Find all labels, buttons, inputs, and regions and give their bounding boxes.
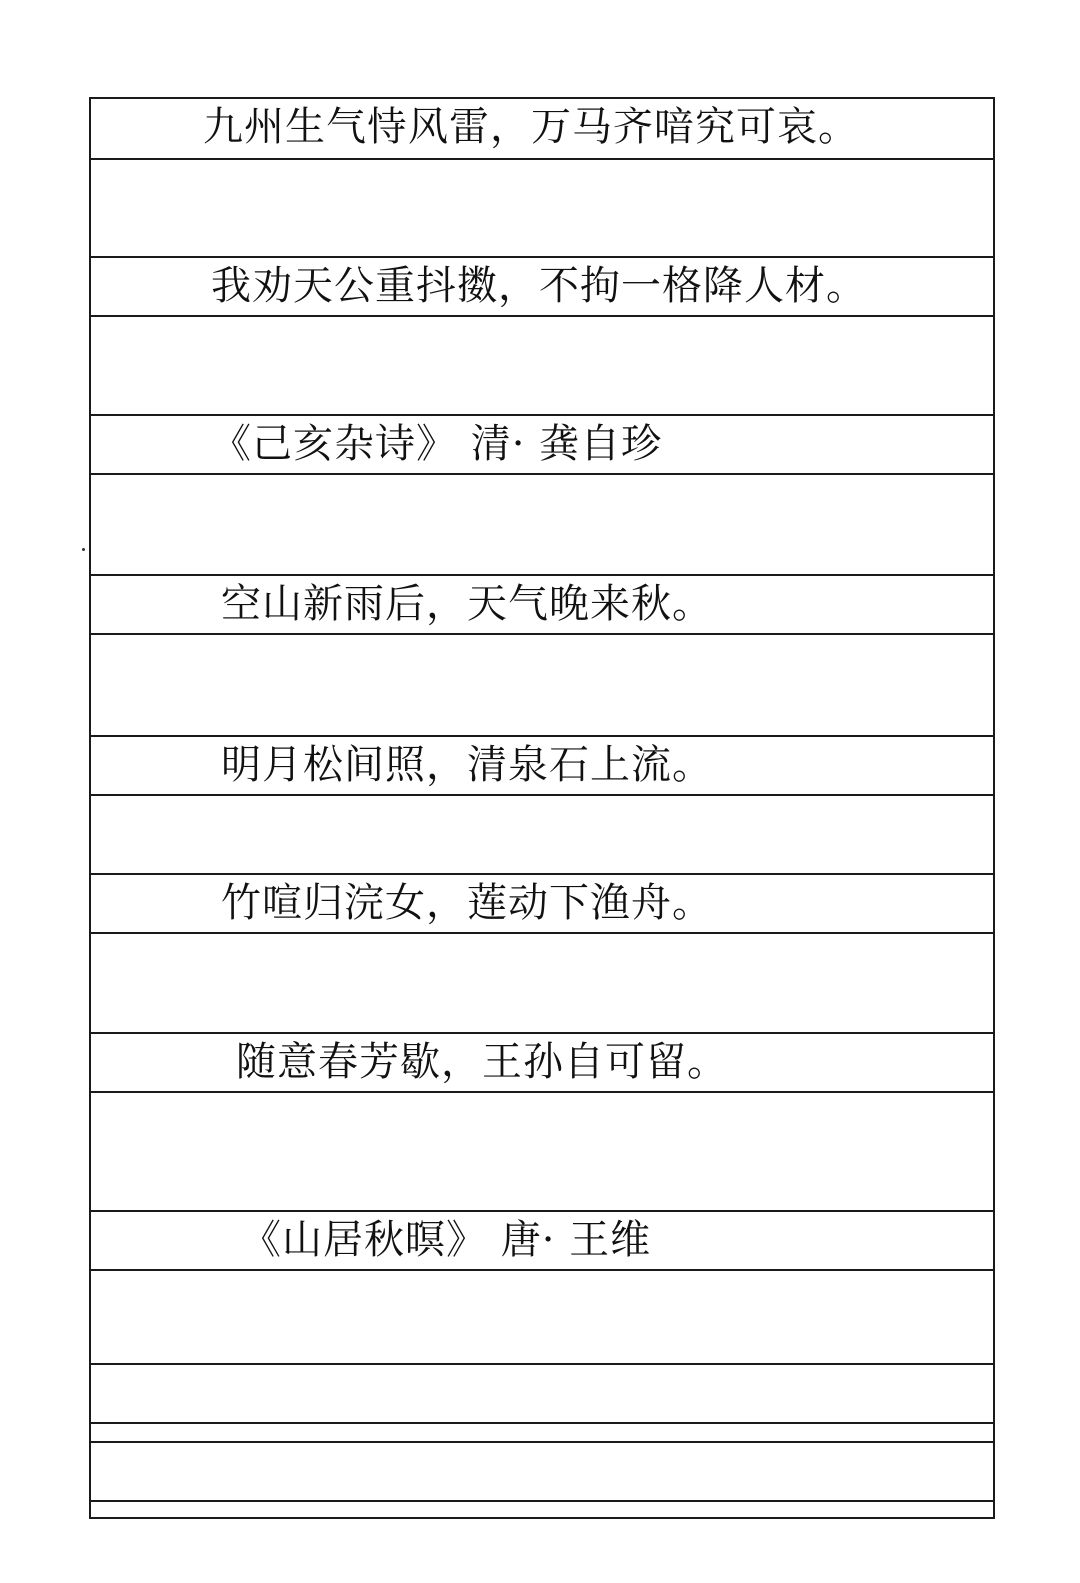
writing-band-10 (91, 1441, 993, 1502)
poem-line-4: 明月松间照，清泉石上流。 (221, 742, 713, 788)
poem-title-1: 《己亥杂诗》 清· 龚自珍 (211, 421, 663, 467)
handwriting-practice-sheet (89, 97, 995, 1519)
writing-band-6 (91, 873, 993, 934)
writing-band-2 (91, 256, 993, 317)
writing-band-5 (91, 735, 993, 796)
stray-ink-dot (82, 548, 85, 551)
writing-band-7 (91, 1032, 993, 1093)
poem-line-3: 空山新雨后，天气晚来秋。 (221, 581, 713, 627)
poem-line-1: 九州生气恃风雷，万马齐喑究可哀。 (203, 104, 859, 150)
writing-band-8 (91, 1210, 993, 1271)
writing-band-4 (91, 574, 993, 635)
poem-line-2: 我劝天公重抖擞，不拘一格降人材。 (211, 263, 867, 309)
writing-band-3 (91, 414, 993, 475)
poem-title-2: 《山居秋暝》 唐· 王维 (241, 1217, 652, 1263)
poem-line-5: 竹喧归浣女，莲动下渔舟。 (221, 880, 713, 926)
writing-band-9 (91, 1363, 993, 1424)
poem-line-6: 随意春芳歇，王孙自可留。 (236, 1039, 728, 1085)
writing-band-1 (91, 99, 993, 160)
